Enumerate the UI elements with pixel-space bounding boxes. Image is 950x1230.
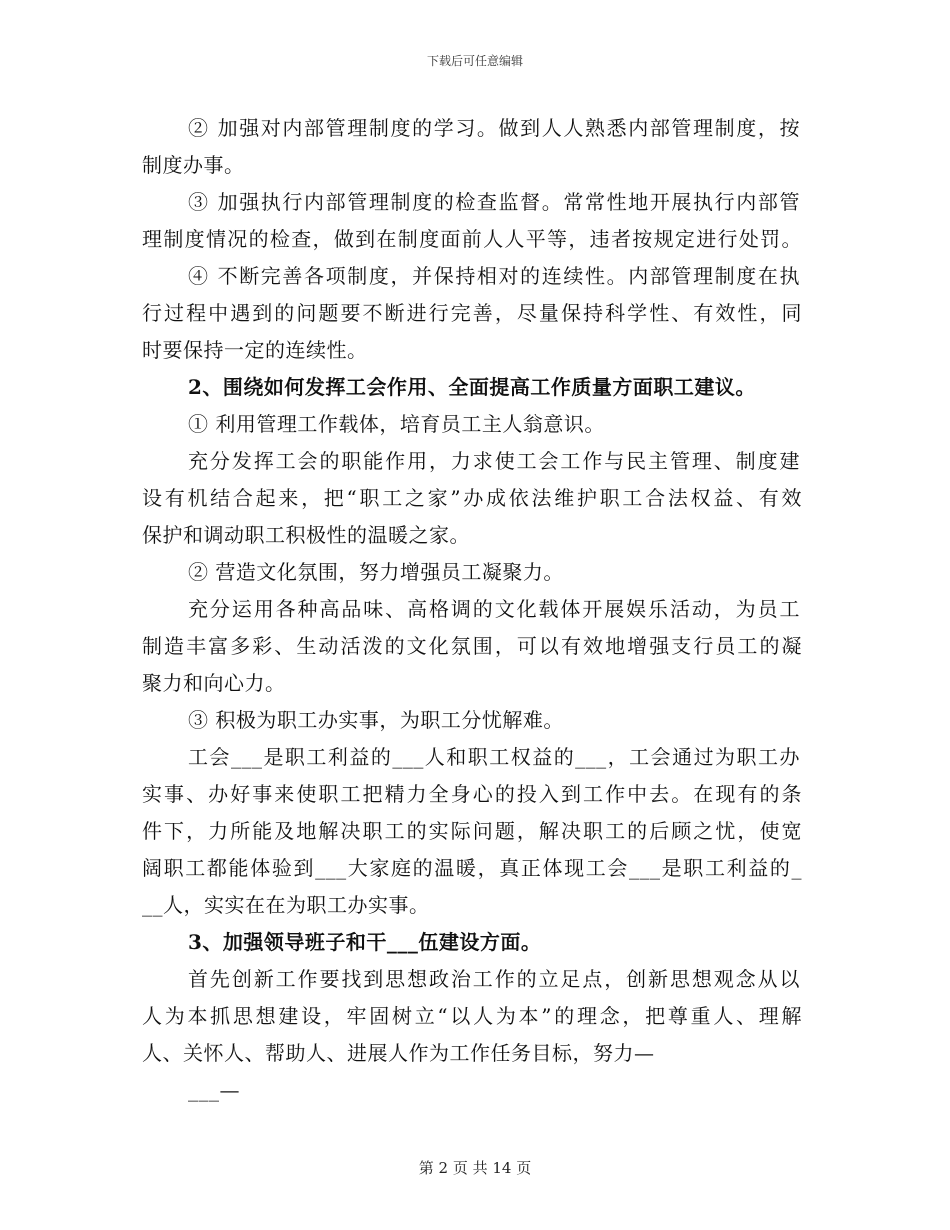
paragraph-line: 时要保持一定的连续性。 xyxy=(142,338,368,362)
paragraph-line: 工会___是职工利益的___人和职工权益的___，工会通过为职工办 xyxy=(188,745,800,769)
paragraph-line: 聚力和向心力。 xyxy=(142,671,286,695)
paragraph-line: ④ 不断完善各项制度，并保持相对的连续性。内部管理制度在执 xyxy=(188,264,800,288)
paragraph-line: ② 加强对内部管理制度的学习。做到人人熟悉内部管理制度，按 xyxy=(188,116,800,140)
paragraph-line: 理制度情况的检查，做到在制度面前人人平等，违者按规定进行处罚。 xyxy=(142,227,802,251)
paragraph-line: 行过程中遇到的问题要不断进行完善，尽量保持科学性、有效性，同 xyxy=(142,301,802,325)
paragraph-line: 保护和调动职工积极性的温暖之家。 xyxy=(142,523,470,547)
paragraph-line: 首先创新工作要找到思想政治工作的立足点，创新思想观念从以 xyxy=(188,967,800,991)
page-header-note: 下载后可任意编辑 xyxy=(426,54,523,68)
paragraph-line: 制度办事。 xyxy=(142,153,245,177)
paragraph-line: 充分运用各种高品味、高格调的文化载体开展娱乐活动，为员工 xyxy=(188,597,800,621)
paragraph-line: 阔职工都能体验到___大家庭的温暖，真正体现工会___是职工利益的_ xyxy=(142,856,802,880)
paragraph-line: 实事、办好事来使职工把精力全身心的投入到工作中去。在现有的条 xyxy=(142,782,802,806)
page-number: 第 2 页 共 14 页 xyxy=(418,1159,532,1177)
subheading-line: ② 营造文化氛围，努力增强员工凝聚力。 xyxy=(188,560,564,584)
paragraph-line: 件下，力所能及地解决职工的实际问题，解决职工的后顾之忧，使宽 xyxy=(142,819,802,843)
subheading-line: ③ 积极为职工办实事，为职工分忧解难。 xyxy=(188,708,564,732)
paragraph-line: ③ 加强执行内部管理制度的检查监督。常常性地开展执行内部管 xyxy=(188,190,800,214)
paragraph-line: 充分发挥工会的职能作用，力求使工会工作与民主管理、制度建 xyxy=(188,449,800,473)
paragraph-line: 制造丰富多彩、生动活泼的文化氛围，可以有效地增强支行员工的凝 xyxy=(142,634,802,658)
paragraph-line: 设有机结合起来，把“职工之家”办成依法维护职工合法权益、有效 xyxy=(142,486,802,510)
paragraph-line: __人，实实在在为职工办实事。 xyxy=(142,893,430,917)
paragraph-line: 人、关怀人、帮助人、进展人作为工作任务目标，努力— xyxy=(142,1041,655,1065)
section-heading: 2、围绕如何发挥工会作用、全面提高工作质量方面职工建议。 xyxy=(188,375,756,399)
paragraph-line: ___— xyxy=(188,1078,240,1102)
paragraph-line: 人为本抓思想建设，牢固树立“以人为本”的理念，把尊重人、理解 xyxy=(142,1004,802,1028)
subheading-line: ① 利用管理工作载体，培育员工主人翁意识。 xyxy=(188,412,605,436)
section-heading: 3、加强领导班子和干___伍建设方面。 xyxy=(188,930,542,954)
